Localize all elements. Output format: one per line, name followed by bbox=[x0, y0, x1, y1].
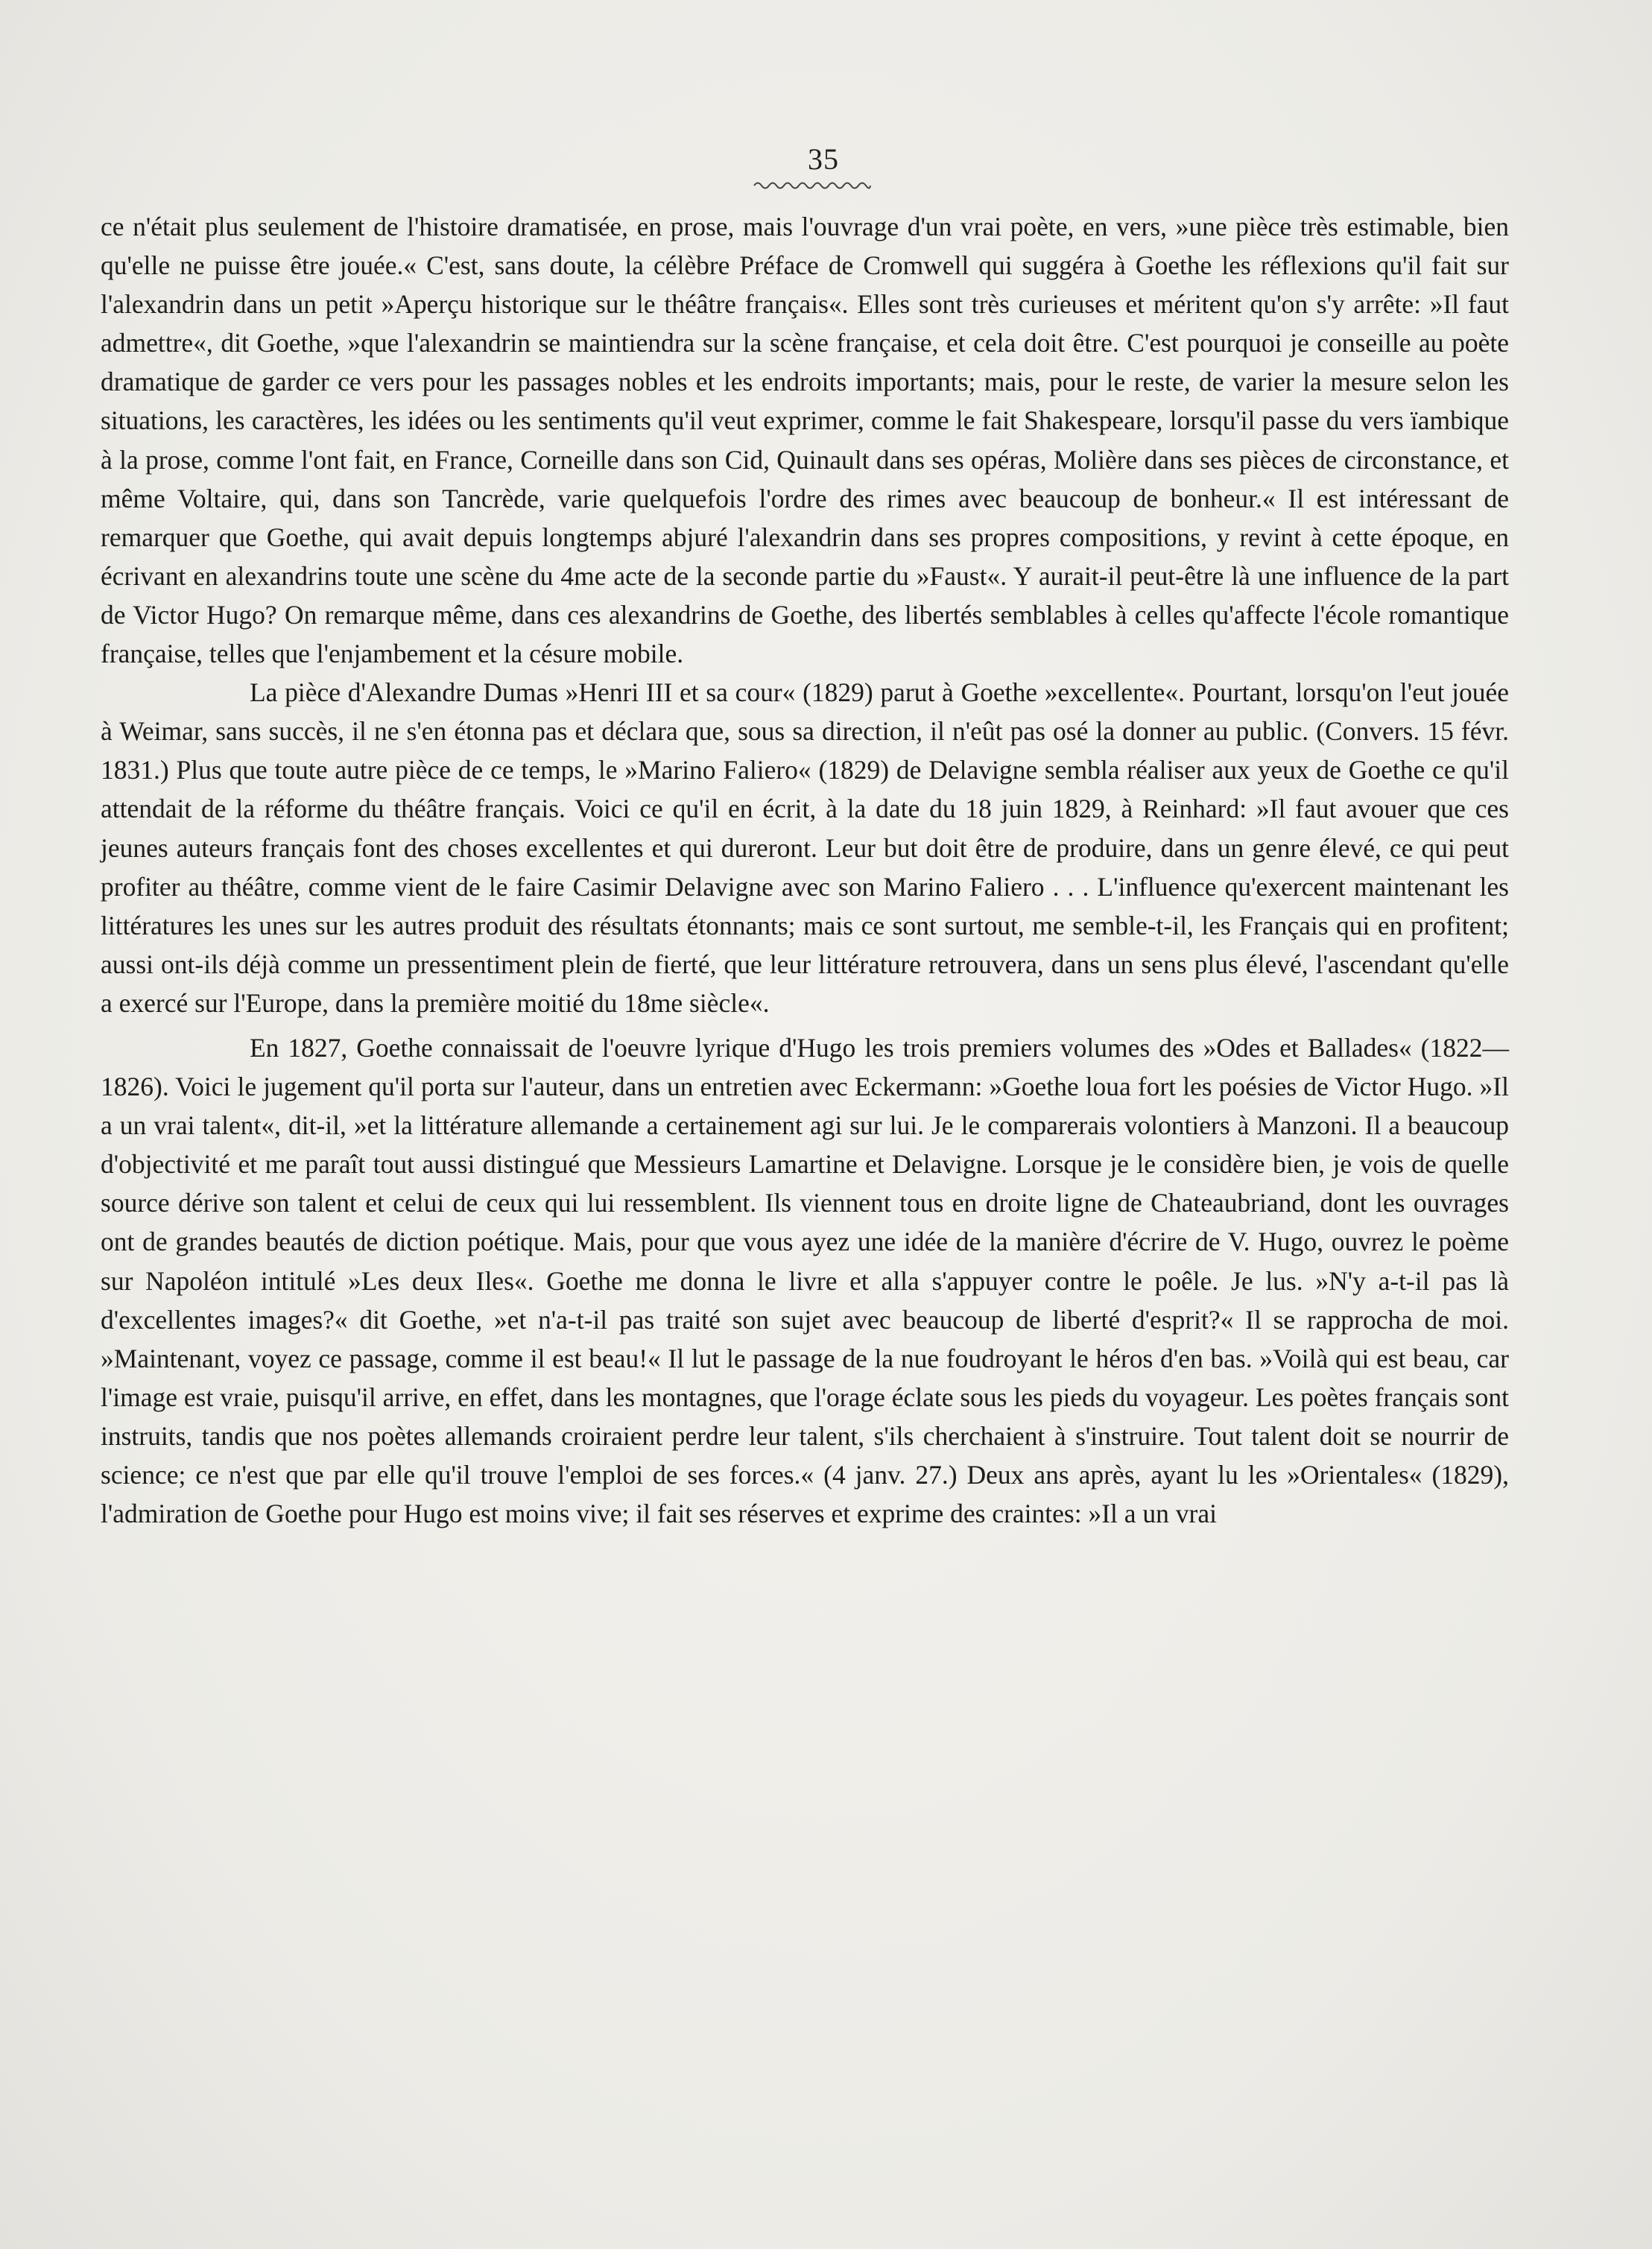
paragraph-1: ce n'était plus seulement de l'histoire dramatisée, en prose, mais l'ouvrage d'un vrai poète, en vers, »une pièce très estimable, bien qu'elle ne puisse être jouée.« C'est, sans doute, la célèbre Préface de Cromwell qui suggéra à Goethe les réflexions qu'il fait sur l'alexandrin dans un petit »Aperçu historique sur le théâtre français«. Elles sont très curieuses et méritent qu'on s'y arrête: »Il faut admettre«, dit Goethe, »que l'alexandrin se maintiendra sur la scène française, et cela doit être. C'est pourquoi je conseille au poète dramatique de garder ce vers pour les passages nobles et les endroits importants; mais, pour le reste, de varier la mesure selon les situations, les caractères, les idées ou les sentiments qu'il veut exprimer, comme le fait Shakespeare, lorsqu'il passe du vers ïambique à la prose, comme l'ont fait, en France, Corneille dans son Cid, Quinault dans ses opéras, Molière dans ses pièces de circonstance, et même Voltaire, qui, dans son Tancrède, varie quelquefois l'ordre des rimes avec beaucoup de bonheur.« Il est intéressant de remarquer que Goethe, qui avait depuis longtemps abjuré l'alexandrin dans ses propres compositions, y revint à cette époque, en écrivant en alexandrins toute une scène du 4me acte de la seconde partie du »Faust«. Y aurait-il peut-être là une influence de la part de Victor Hugo? On remarque même, dans ces alexandrins de Goethe, des libertés semblables à celles qu'affecte l'école romantique française, telles que l'enjambement et la césure mobile. bbox=[101, 212, 1509, 669]
paragraph-3: En 1827, Goethe connaissait de l'oeuvre lyrique d'Hugo les trois premiers volumes des »Odes et Ballades« (1822—1826). Voici le jugement qu'il porta sur l'auteur, dans un entretien avec Eckermann: »Goethe loua fort les poésies de Victor Hugo. »Il a un vrai talent«, dit-il, »et la littérature allemande a certainement agi sur lui. Je le comparerais volontiers à Manzoni. Il a beaucoup d'objectivité et me paraît tout aussi distingué que Messieurs Lamartine et Delavigne. Lorsque je le considère bien, je vois de quelle source dérive son talent et celui de ceux qui lui ressemblent. Ils viennent tous en droite ligne de Chateaubriand, dont les ouvrages ont de grandes beautés de diction poétique. Mais, pour que vous ayez une idée de la manière d'écrire de V. Hugo, ouvrez le poème sur Napoléon intitulé »Les deux Iles«. Goethe me donna le livre et alla s'appuyer contre le poêle. Je lus. »N'y a-t-il pas là d'excellentes images?« dit Goethe, »et n'a-t-il pas traité son sujet avec beaucoup de liberté d'esprit?« Il se rapprocha de moi. »Maintenant, voyez ce passage, comme il est beau!« Il lut le passage de la nue foudroyant le héros d'en bas. »Voilà qui est beau, car l'image est vraie, puisqu'il arrive, en effet, dans les montagnes, que l'orage éclate sous les pieds du voyageur. Les poètes français sont instruits, tandis que nos poètes allemands croiraient perdre leur talent, s'ils cherchaient à s'instruire. Tout talent doit se nourrir de science; ce n'est que par elle qu'il trouve l'emploi de ses forces.« (4 janv. 27.) Deux ans après, ayant lu les »Orientales« (1829), l'admiration de Goethe pour Hugo est moins vive; il fait ses réserves et exprime des craintes: »Il a un vrai bbox=[101, 1032, 1509, 1529]
wavy-ornament-icon bbox=[753, 179, 872, 192]
paragraph-2: La pièce d'Alexandre Dumas »Henri III et sa cour« (1829) parut à Goethe »excellente«. Pourtant, lorsqu'on l'eut jouée à Weimar, sans succès, il ne s'en étonna pas et déclara que, sous sa direction, il n'eût pas osé la donner au public. (Convers. 15 févr. 1831.) Plus que toute autre pièce de ce temps, le »Marino Faliero« (1829) de Delavigne sembla réaliser aux yeux de Goethe ce qu'il attendait de la réforme du théâtre français. Voici ce qu'il en écrit, à la date du 18 juin 1829, à Reinhard: »Il faut avouer que ces jeunes auteurs français font des choses excellentes et qui dureront. Leur but doit être de produire, dans un genre élevé, ce qui peut profiter au théâtre, comme vient de le faire Casimir Delavigne avec son Marino Faliero . . . L'influence qu'exercent maintenant les littératures les unes sur les autres produit des résultats étonnants; mais ce sont surtout, me semble-t-il, les Français qui en profitent; aussi ont-ils déjà comme un pressentiment plein de fierté, que leur littérature retrouvera, dans un sens plus élevé, l'ascendant qu'elle a exercé sur l'Europe, dans la première moitié du 18me siècle«. bbox=[101, 677, 1509, 1018]
page-number: 35 bbox=[808, 142, 839, 176]
body-text bbox=[101, 207, 1509, 1533]
